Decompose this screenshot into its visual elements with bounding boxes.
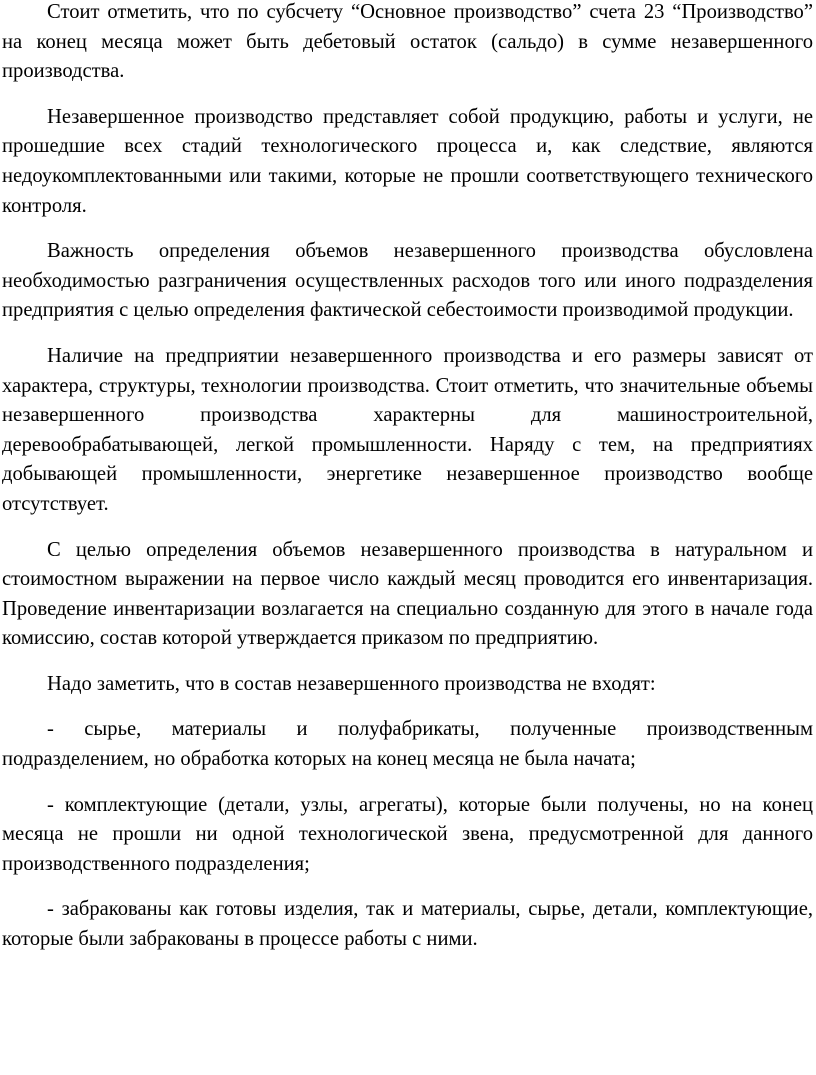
list-item-raw-materials: - сырье, материалы и полуфабрикаты, полученные производственным подразделением, но обработка которых на конец месяца не была начата; bbox=[2, 718, 813, 771]
list-item-components: - комплектующие (детали, узлы, агрегаты), которые были получены, но на конец месяца не прошли ни одной технологической звена, предусмотренной для данного производственного подразделения; bbox=[2, 793, 813, 875]
paragraph-wip-importance: Важность определения объемов незавершенного производства обусловлена необходимостью разграничения осуществленных расходов того или иного подразделения предприятия с целью определения фактической себестоимости производимой продукции. bbox=[2, 240, 813, 322]
paragraph-wip-definition: Незавершенное производство представляет собой продукцию, работы и услуги, не прошедшие всех стадий технологического процесса и, как следствие, являются недоукомплектованными или такими, которые не прошли соответствующего технического контроля. bbox=[2, 105, 813, 217]
paragraph-subaccount-balance: Стоит отметить, что по субсчету “Основное производство” счета 23 “Производство” на конец месяца может быть дебетовый остаток (сальдо) в сумме незавершенного производства. bbox=[2, 1, 813, 83]
list-item-rejected-items: - забракованы как готовы изделия, так и материалы, сырье, детали, комплектующие, которые были забракованы в процессе работы с ними. bbox=[2, 898, 813, 951]
paragraph-wip-presence: Наличие на предприятии незавершенного производства и его размеры зависят от характера, структуры, технологии производства. Стоит отметить, что значительные объемы незавершенного производства характерны для машиностроительной, деревообрабатывающей, легкой промышленности. Наряду с тем, на предприятиях добывающей промышленности, энергетике незавершенное производство вообще отсутствует. bbox=[2, 344, 813, 515]
paragraph-wip-exclusions-intro: Надо заметить, что в состав незавершенного производства не входят: bbox=[47, 672, 656, 695]
paragraph-wip-inventory: С целью определения объемов незавершенного производства в натуральном и стоимостном выражении на первое число каждый месяц проводится его инвентаризация. Проведение инвентаризации возлагается на специально созданную для этого в начале года комиссию, состав которой утверждается приказом по предприятию. bbox=[2, 538, 813, 650]
